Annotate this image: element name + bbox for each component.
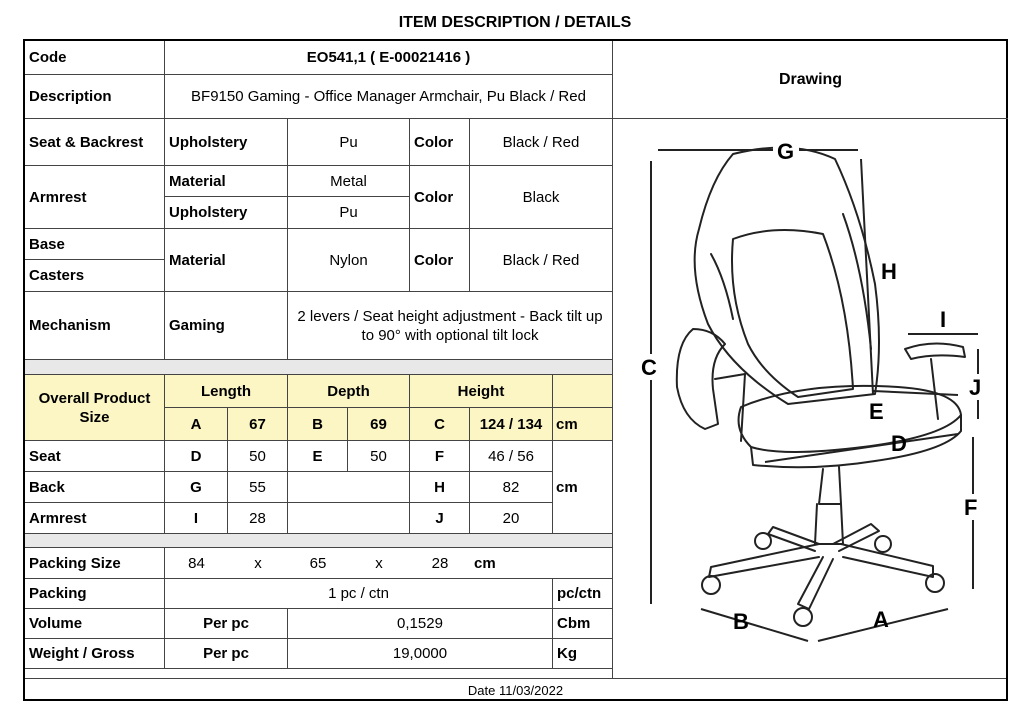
base-material-value: Nylon [288, 229, 410, 292]
depth-header: Depth [288, 375, 410, 408]
base-leg-5 [768, 527, 819, 551]
dim-c-value: 124 / 134 [470, 408, 553, 441]
dim-c-letter: C [410, 408, 470, 441]
gas-lift-lower [815, 504, 843, 544]
dim-c-unit: cm [553, 408, 613, 441]
dim-a-value: 67 [228, 408, 288, 441]
dim-label-d: D [891, 431, 907, 456]
page-title: ITEM DESCRIPTION / DETAILS [398, 14, 632, 31]
caster-2 [926, 574, 944, 592]
dim-g-value: 55 [228, 472, 288, 503]
dim-e-letter: E [288, 441, 348, 472]
unit-header-empty [553, 375, 613, 408]
caster-1 [702, 576, 720, 594]
dim-h-line [861, 159, 873, 394]
dim-b-letter: B [288, 408, 348, 441]
seat-size-label: Seat [25, 441, 165, 472]
seat-backrest-color-label: Color [410, 119, 470, 166]
dim-h-value: 82 [470, 472, 553, 503]
dim-label-b: B [733, 609, 749, 634]
dim-label-g: G [777, 139, 795, 164]
packing-x-1: x [228, 548, 288, 579]
caster-5 [755, 533, 771, 549]
dim-label-a: A [873, 607, 889, 632]
base-leg-2 [841, 544, 933, 577]
base-color-label: Color [410, 229, 470, 292]
gas-lift [819, 467, 841, 504]
dim-label-c: C [641, 355, 657, 380]
caster-4 [875, 536, 891, 552]
seat-backrest-upholstery-value: Pu [288, 119, 410, 166]
armrest-color-value: Black [470, 166, 613, 229]
weight-label: Weight / Gross [25, 639, 165, 669]
mechanism-type: Gaming [165, 292, 288, 360]
base-material-label: Material [165, 229, 288, 292]
item-details-sheet [23, 39, 1008, 701]
seat-cushion [739, 386, 961, 452]
dim-b-line [701, 609, 808, 641]
volume-unit: Cbm [553, 609, 613, 639]
mechanism-value: 2 levers / Seat height adjustment - Back tilt up to 90° with optional tilt lock [288, 292, 613, 360]
seat-backrest-label: Seat & Backrest [25, 119, 165, 166]
packing-length: 84 [165, 548, 228, 579]
volume-value: 0,1529 [288, 609, 553, 639]
spacer-row-2 [25, 534, 613, 548]
packing-x-2: x [348, 548, 410, 579]
dim-d-line [765, 434, 958, 462]
back-empty-cell [288, 472, 410, 503]
dim-label-e: E [869, 399, 884, 424]
chair-drawing-svg [613, 119, 1008, 677]
seat-back-arm-unit: cm [553, 441, 613, 534]
casters-label: Casters [25, 260, 165, 292]
packing-label: Packing [25, 579, 165, 609]
dim-label-h: H [881, 259, 897, 284]
dim-f-letter: F [410, 441, 470, 472]
overall-size-label: Overall Product Size [25, 375, 165, 441]
armrest-material-value: Metal [288, 166, 410, 197]
height-header: Height [410, 375, 553, 408]
description-value: BF9150 Gaming - Office Manager Armchair, Pu Black / Red [165, 75, 613, 119]
armrest-color-label: Color [410, 166, 470, 229]
base-label: Base [25, 229, 165, 260]
dim-d-letter: D [165, 441, 228, 472]
dim-a-letter: A [165, 408, 228, 441]
packing-width: 65 [288, 548, 348, 579]
armrest-empty-cell [288, 503, 410, 534]
backrest-panel [732, 230, 853, 397]
dim-f-value: 46 / 56 [470, 441, 553, 472]
weight-value: 19,0000 [288, 639, 553, 669]
dim-label-j: J [969, 375, 982, 400]
armrest-label: Armrest [25, 166, 165, 229]
base-color-value: Black / Red [470, 229, 613, 292]
weight-per: Per pc [165, 639, 288, 669]
volume-label: Volume [25, 609, 165, 639]
base-leg-3 [798, 557, 833, 609]
dim-b-value: 69 [348, 408, 410, 441]
caster-3 [794, 608, 812, 626]
packing-unit: pc/ctn [553, 579, 613, 609]
armrest-size-label: Armrest [25, 503, 165, 534]
dim-i-letter: I [165, 503, 228, 534]
spacer-row [25, 360, 613, 375]
armrest-upholstery-label: Upholstery [165, 197, 288, 229]
packing-size-label: Packing Size [25, 548, 165, 579]
dim-d-value: 50 [228, 441, 288, 472]
chair-drawing [613, 119, 1008, 677]
dim-g-letter: G [165, 472, 228, 503]
armrest-upholstery-value: Pu [288, 197, 410, 229]
code-value: EO541,1 ( E-00021416 ) [165, 41, 613, 75]
weight-unit: Kg [553, 639, 613, 669]
dim-j-letter: J [410, 503, 470, 534]
drawing-header: Drawing [613, 41, 1008, 119]
back-size-label: Back [25, 472, 165, 503]
backrest-wing-left [711, 254, 733, 319]
length-header: Length [165, 375, 288, 408]
dim-label-i: I [940, 307, 947, 332]
packing-value: 1 pc / ctn [165, 579, 553, 609]
right-armrest-support [931, 359, 938, 419]
seat-backrest-upholstery-label: Upholstery [165, 119, 288, 166]
armrest-material-label: Material [165, 166, 288, 197]
description-label: Description [25, 75, 165, 119]
packing-height: 28 [410, 548, 470, 579]
dim-e-value: 50 [348, 441, 410, 472]
mechanism-label: Mechanism [25, 292, 165, 360]
dim-j-value: 20 [470, 503, 553, 534]
packing-size-unit: cm [470, 548, 613, 579]
dim-label-f: F [964, 495, 978, 520]
dim-i-value: 28 [228, 503, 288, 534]
date-footer: Date 11/03/2022 [25, 678, 1006, 702]
volume-per: Per pc [165, 609, 288, 639]
seat-backrest-color-value: Black / Red [470, 119, 613, 166]
dim-h-letter: H [410, 472, 470, 503]
dim-e-line [873, 391, 958, 395]
code-label: Code [25, 41, 165, 75]
right-armrest [905, 343, 965, 359]
